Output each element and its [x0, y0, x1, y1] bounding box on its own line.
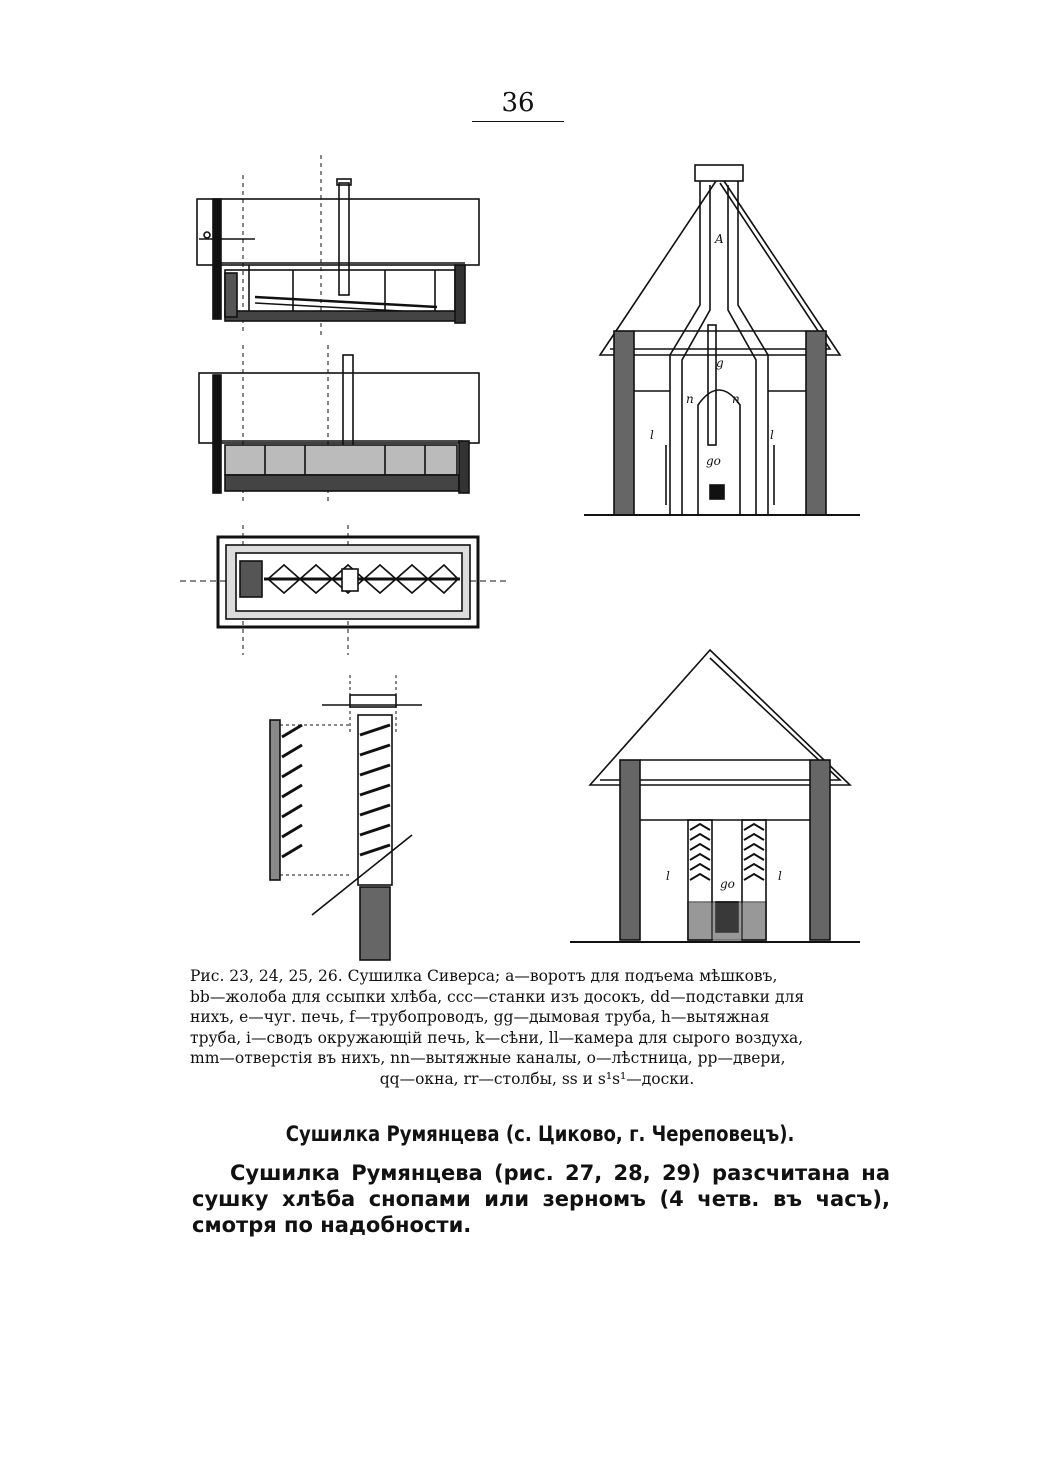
- caption-line: mm—отверстія въ нихъ, nn—вытяжные каналы, o—лѣстница, pp—двери,: [190, 1049, 786, 1067]
- label-go: go: [706, 454, 721, 468]
- caption-line: Рис. 23, 24, 25, 26. Сушилка Сиверса; a—воротъ для подъема мѣшковъ,: [190, 967, 778, 985]
- figure-caption: [190, 966, 884, 1089]
- caption-line: нихъ, e—чуг. печь, f—трубопроводъ, gg—дымовая труба, h—вытяжная: [190, 1008, 770, 1026]
- figure-sivers-shelves-detail: [262, 675, 432, 960]
- figure-sivers-section-top: [185, 155, 495, 335]
- label-n-right: n: [732, 392, 740, 406]
- label-go-2: go: [720, 877, 735, 891]
- caption-line: труба, i—сводъ окружающій печь, k—сѣни, ll—камера для сырого воздуха,: [190, 1028, 804, 1047]
- label-A: A: [715, 232, 724, 246]
- figure-sivers-cross-section: [570, 155, 870, 525]
- caption-line: bb—жолоба для ссыпки хлѣба, ccc—станки изъ досокъ, dd—подставки для: [190, 987, 805, 1006]
- figure-sivers-cross-section-2: [570, 640, 870, 945]
- label-l-left-2: l: [666, 869, 670, 883]
- body-paragraph: [192, 1160, 890, 1238]
- section-heading: Сушилка Румянцева (с. Циково, г. Череповецъ).: [285, 1122, 795, 1146]
- figure-sivers-section-middle: [185, 345, 495, 505]
- page-number: 36: [501, 88, 535, 118]
- figure-sivers-plan: [180, 525, 510, 655]
- page-number-rule: [472, 121, 564, 122]
- caption-line: qq—окна, rr—столбы, ss и s¹s¹—доски.: [379, 1069, 695, 1088]
- label-l-left: l: [650, 428, 654, 442]
- label-n-left: n: [686, 392, 694, 406]
- label-g: g: [716, 356, 724, 370]
- label-l-right-2: l: [778, 869, 782, 883]
- label-l-right: l: [770, 428, 774, 442]
- paragraph-text: Сушилка Румянцева (рис. 27, 28, 29) разсчитана на сушку хлѣба снопами или зерномъ (4 четв. въ часъ), смотря по надобности.: [192, 1161, 890, 1237]
